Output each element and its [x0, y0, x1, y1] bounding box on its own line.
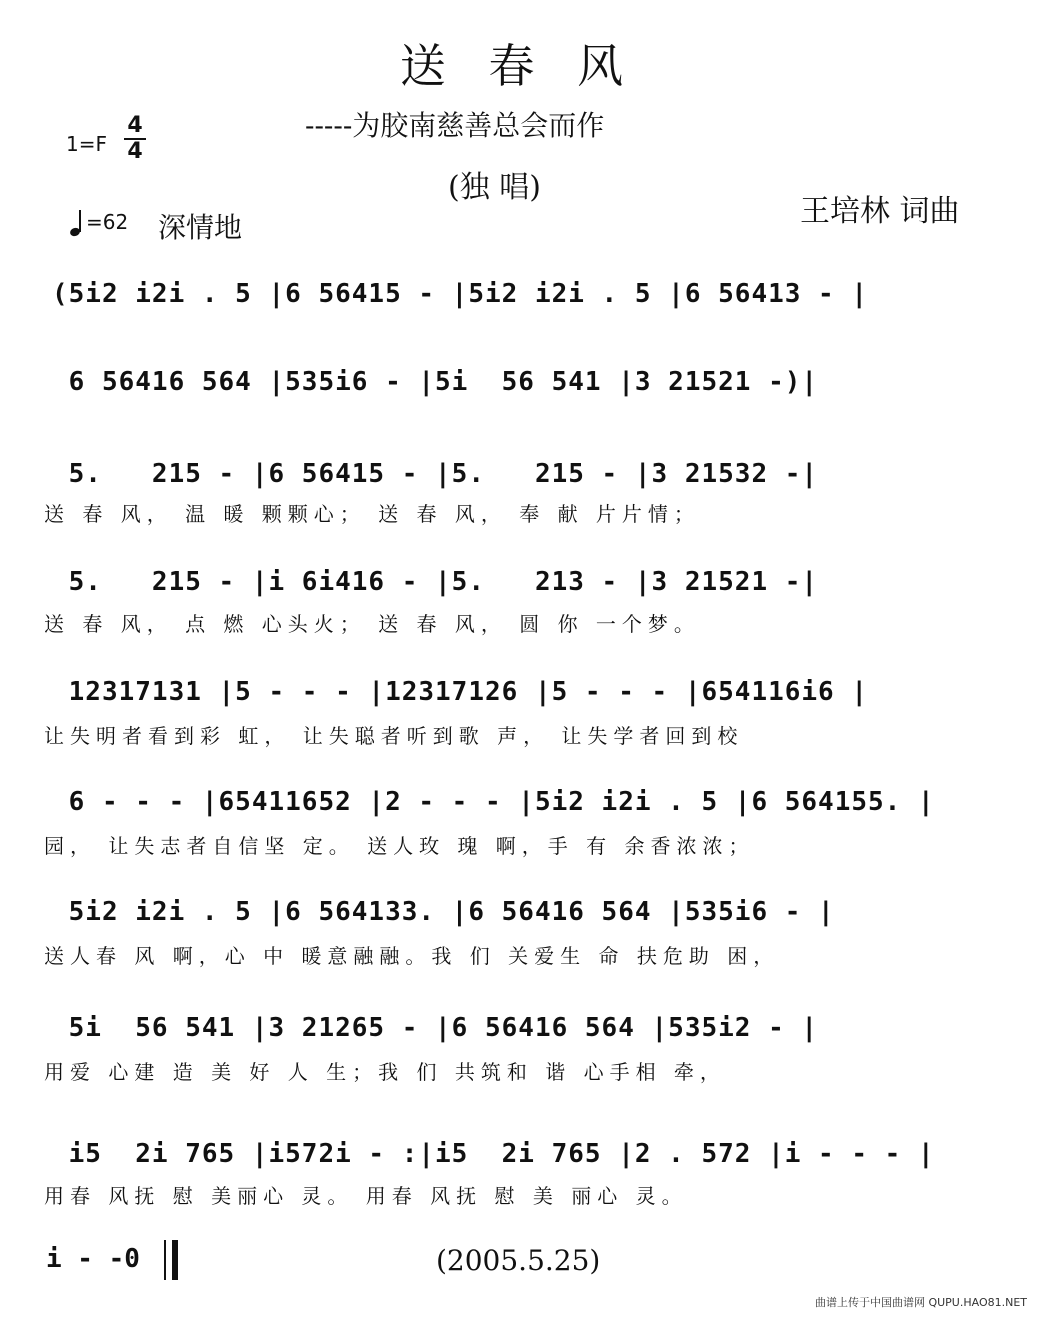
tempo-marking [70, 208, 128, 236]
final-barline-thin [164, 1240, 166, 1280]
site-watermark: 曲谱上传于中国曲谱网 QUPU.HAO81.NET [814, 1296, 1027, 1309]
key-signature: 1=F [66, 132, 107, 156]
final-barline-thick [172, 1240, 178, 1280]
notation-line: (5i2 i2i . 5 |6 56415 - |5i2 i2i . 5 |6 56413 - | [52, 279, 869, 309]
quarter-note-icon [70, 208, 84, 236]
lyrics-line: 用春 风抚 慰 美丽心 灵。 用春 风抚 慰 美 丽心 灵。 [44, 1184, 688, 1208]
notation-line: i5 2i 765 |i572i - :|i5 2i 765 |2 . 572 |i - - - | [52, 1139, 935, 1169]
notation-line: 6 56416 564 |535i6 - |5i 56 541 |3 21521 -)| [52, 367, 819, 397]
score-row-7 [44, 896, 1012, 936]
notation-line: 5i 56 541 |3 21265 - |6 56416 564 |535i2 - | [52, 1013, 819, 1043]
final-notes: i - -0 [46, 1244, 140, 1274]
lyrics-line: 让失明者看到彩 虹， 让失聪者听到歌 声， 让失学者回到校 [44, 724, 744, 748]
time-signature [124, 114, 146, 164]
score-row-4 [44, 566, 1012, 606]
time-signature-top: 4 [124, 114, 146, 140]
time-signature-bottom: 4 [127, 139, 143, 164]
score-row-6 [44, 786, 1012, 826]
score-row-5 [44, 676, 1012, 716]
notation-line: 6 - - - |65411652 |2 - - - |5i2 i2i . 5 |6 564155. | [52, 787, 935, 817]
composition-date: (2005.5.25) [436, 1244, 601, 1277]
score-row-9 [44, 1138, 1012, 1178]
song-title: 送 春 风 [399, 39, 638, 93]
score-row-3 [44, 458, 1012, 498]
song-subtitle: -----为胶南慈善总会而作 [305, 109, 605, 142]
score-row-8 [44, 1012, 1012, 1052]
lyrics-line: 送 春 风， 温 暖 颗颗心； 送 春 风， 奉 献 片片情； [44, 502, 700, 526]
lyrics-line: 送人春 风 啊，心 中 暖意融融。我 们 关爱生 命 扶危助 困， [44, 944, 780, 968]
lyrics-line: 园， 让失志者自信坚 定。 送人玫 瑰 啊，手 有 余香浓浓； [44, 834, 755, 858]
score-row-1 [44, 278, 1012, 318]
expression-marking: 深情地 [158, 211, 243, 244]
lyrics-line: 送 春 风， 点 燃 心头火； 送 春 风， 圆 你 一个梦。 [44, 612, 700, 636]
score-row-2 [44, 366, 1012, 406]
notation-line: 5. 215 - |i 6i416 - |5. 213 - |3 21521 -| [52, 567, 819, 597]
tempo-value: =62 [86, 210, 129, 234]
lyrics-line: 用爱 心建 造 美 好 人 生；我 们 共筑和 谐 心手相 牵， [44, 1060, 726, 1084]
notation-line: 12317131 |5 - - - |12317126 |5 - - - |654116i6 | [52, 677, 869, 707]
notation-line: 5i2 i2i . 5 |6 564133. |6 56416 564 |535i6 - | [52, 897, 835, 927]
notation-line: 5. 215 - |6 56415 - |5. 215 - |3 21532 -| [52, 459, 819, 489]
composer-credit: 王培林 词曲 [800, 194, 960, 229]
performance-type: (独 唱) [448, 170, 541, 205]
